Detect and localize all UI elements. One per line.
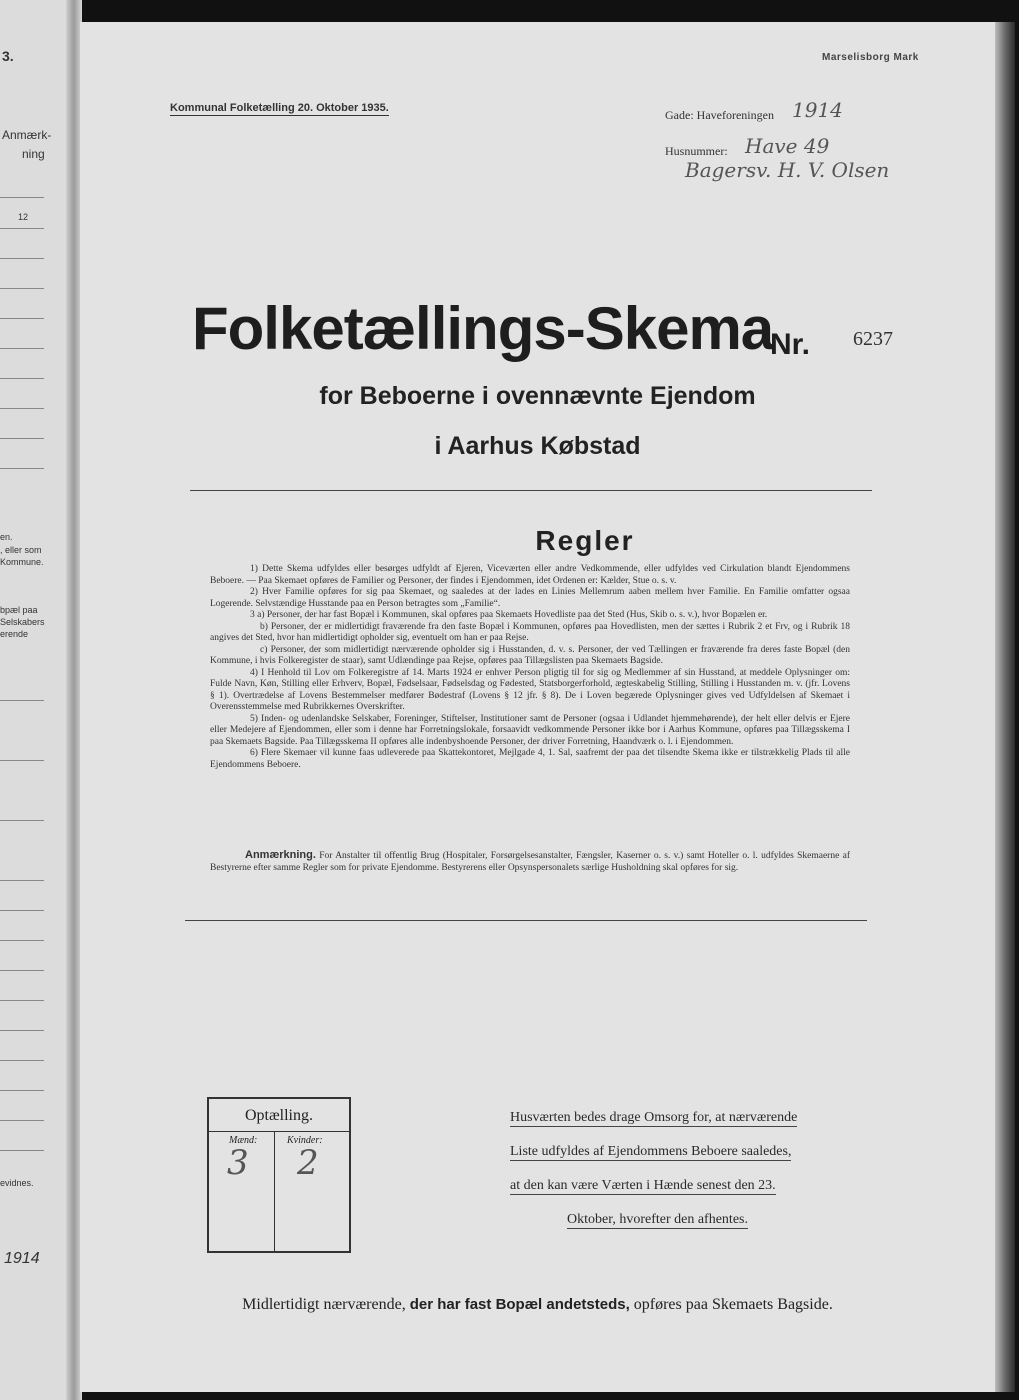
left-anm-label-2: ning — [22, 147, 45, 161]
left-rule — [0, 760, 44, 761]
left-handwritten-year: 1914 — [4, 1250, 40, 1267]
rule-paragraph: 6) Flere Skemaer vil kunne faas udleverede paa Skattekontoret, Mejlgade 4, 1. Sal, saafremt der paa det tilsendte Skema ikke er tilstrækkelig Plads til alle Ejendommens Beboere. — [210, 748, 850, 770]
left-rule — [0, 1060, 44, 1061]
left-fragment-text: evidnes. — [0, 1178, 34, 1188]
footer-text: Midlertidigt nærværende, — [242, 1296, 406, 1313]
census-form-page — [80, 22, 995, 1392]
left-rule — [0, 1000, 44, 1001]
left-fragment-text: erende — [0, 629, 29, 639]
left-rule — [0, 408, 44, 409]
left-rule — [0, 197, 44, 198]
left-fragment-text: bpæl paa — [0, 605, 38, 615]
count-box — [207, 1097, 351, 1253]
rule-paragraph: b) Personer, der er midlertidigt fraværende fra den faste Bopæl i Kommunen, opføres paa Hovedlisten, men der sættes i Rubrik 2 et Frv, og i Rubrik 18 angives det Sted, hvor han midlertidigt opholder sig, eventuelt om han er paa Rejse. — [210, 621, 850, 643]
men-label: Mænd: — [229, 1135, 258, 1146]
left-rule — [0, 1150, 44, 1151]
form-number-label: Nr. — [770, 328, 811, 361]
left-anm-label: Anmærk- — [2, 128, 52, 142]
left-rule — [0, 438, 44, 439]
form-number-value: 6237 — [853, 328, 893, 350]
divider — [185, 920, 867, 921]
street-label: Gade: Haveforeningen — [665, 108, 774, 122]
footer-note — [80, 1296, 995, 1314]
census-date-line: Kommunal Folketælling 20. Oktober 1935. — [170, 102, 389, 114]
count-box-title: Optælling. — [244, 1107, 313, 1124]
form-title: Folketællings-Skema — [192, 295, 774, 362]
footer-text: opføres paa Skemaets Bagside. — [633, 1296, 833, 1313]
left-rule — [0, 228, 44, 229]
rules-section — [210, 564, 850, 771]
landlord-instruction-line: at den kan være Værten i Hænde senest den 23. — [510, 1178, 776, 1193]
footer-text-bold: der har fast Bopæl andetsteds, — [409, 1296, 630, 1313]
left-rule — [0, 288, 44, 289]
rule-paragraph: 5) Inden- og udenlandske Selskaber, Foreninger, Stiftelser, Institutioner samt de Personer (ogsaa i Udlandet hjemmehørende), der helt eller delvis er Ejere eller Medejere af Ejendommen, eller som i denne har Forretningslokale, forsaavidt vedkommende Personer ikke bor i Aarhus Kommune, opføres paa Tillægsskema I paa Skemaets Bagside. Paa Tillægsskema II opføres alle indenbyshoende Personer, der driver Forretning, Haandværk o. l. i Ejendommen. — [210, 713, 850, 747]
left-rule — [0, 318, 44, 319]
left-fragment-text: , eller som — [0, 545, 42, 555]
note-text: For Anstalter til offentlig Brug (Hospitaler, Forsørgelsesanstalter, Fængsler, Kaserner o. s. v.) samt Hoteller o. l. udfyldes Skemaerne af Bestyrerne efter samme Regler som for private Ejendomme. Bestyrerens eller Opsynspersonalets særlige Husholdning skal opføres for sig. — [210, 851, 851, 873]
rule-paragraph: 1) Dette Skema udfyldes eller besørges udfyldt af Ejeren, Viceværten eller andre Vedkommende, eller udfyldes ved Cirkulation blandt Ejendommens Beboere. — Paa Skemaet opføres de Familier og Personer, der findes i Ejendommen, idet Ordenen er: Kælder, Stue o. s. v. — [210, 564, 850, 586]
divider — [190, 490, 872, 491]
left-rule — [0, 880, 44, 881]
landlord-instruction-line: Husværten bedes drage Omsorg for, at nærværende — [510, 1110, 798, 1125]
left-rule — [0, 1030, 44, 1031]
landlord-instruction-line: Liste udfyldes af Ejendommens Beboere saaledes, — [510, 1144, 792, 1159]
left-rule — [0, 378, 44, 379]
left-rule — [0, 910, 44, 911]
divider — [274, 1131, 275, 1251]
left-rule — [0, 348, 44, 349]
left-fragment-text: Selskabers — [0, 617, 45, 627]
left-rule — [0, 1120, 44, 1121]
note-label: Anmærkning. — [245, 849, 316, 861]
page-edge — [995, 22, 1015, 1392]
left-top-char: 3. — [2, 48, 14, 64]
corner-label: Marselisborg Mark — [822, 52, 919, 63]
form-subtitle-city: i Aarhus Købstad — [434, 432, 641, 460]
rule-paragraph: 3 a) Personer, der har fast Bopæl i Kommunen, skal opføres paa Skemaets Hovedliste paa det Sted (Hus, Skib o. s. v.), hvor Bopælen er. — [250, 610, 768, 620]
left-col-number: 12 — [18, 212, 29, 222]
left-rule — [0, 1090, 44, 1091]
left-fragment-text: en. — [0, 532, 13, 542]
left-rule — [0, 468, 44, 469]
women-label: Kvinder: — [287, 1135, 323, 1146]
divider — [209, 1131, 349, 1132]
men-count: 3 — [227, 1143, 249, 1183]
left-fragment-text: Kommune. — [0, 557, 44, 567]
women-count: 2 — [297, 1143, 319, 1183]
landlord-instruction-line: Oktober, hvorefter den afhentes. — [567, 1212, 748, 1227]
house-number-handwritten: Have 49 — [745, 134, 830, 158]
street-handwritten: 1914 — [792, 98, 843, 122]
owner-handwritten: Bagersv. H. V. Olsen — [685, 158, 890, 182]
house-number-label: Husnummer: — [665, 144, 728, 158]
left-rule — [0, 970, 44, 971]
rule-paragraph: c) Personer, der som midlertidigt nærværende opholder sig i Husstanden, d. v. s. Personer, der ved Tællingen er fraværende fra deres faste Bopæl (den Kommune, i hvis Folkeregister de staar), samt Udlændinge paa Rejse, opføres paa Tillægslisten paa Skemaets Bagside. — [210, 644, 850, 666]
left-rule — [0, 700, 44, 701]
form-subtitle: for Beboerne i ovennævnte Ejendom — [319, 382, 756, 410]
left-rule — [0, 258, 44, 259]
note-section — [210, 850, 850, 874]
left-rule — [0, 940, 44, 941]
left-rule — [0, 820, 44, 821]
rule-paragraph: 2) Hver Familie opføres for sig paa Skemaet, og saaledes at der lades en Linies Mellemrum aaben mellem hver Familie. En Familie omfatter ogsaa Logerende. Selvstændige Husstande paa en Person betragtes som „Familie“. — [210, 587, 850, 609]
rule-paragraph: 4) I Henhold til Lov om Folkeregistre af 14. Marts 1924 er enhver Person pligtig til for sig og Medlemmer af sin Husstand, at meddele Oplysninger om: Fulde Navn, Køn, Stilling eller Erhverv, Bopæl, Fødselsaar, Fødselsdag og Fødested, Statsborgerforhold, ægteskabelig Stilling, Stilling i Husstanden m. v. (jfr. Lovens § 1). Overtrædelse af Lovens Bestemmelser medfører Bødestraf (Lovens § 12 jfr. § 8). De i Loven begærede Oplysninger gives ved Udfyldelsen af Skemaet i Overensstemmelse med Rubrikkernes Overskrifter. — [210, 667, 850, 712]
rules-heading: Regler — [535, 525, 635, 556]
